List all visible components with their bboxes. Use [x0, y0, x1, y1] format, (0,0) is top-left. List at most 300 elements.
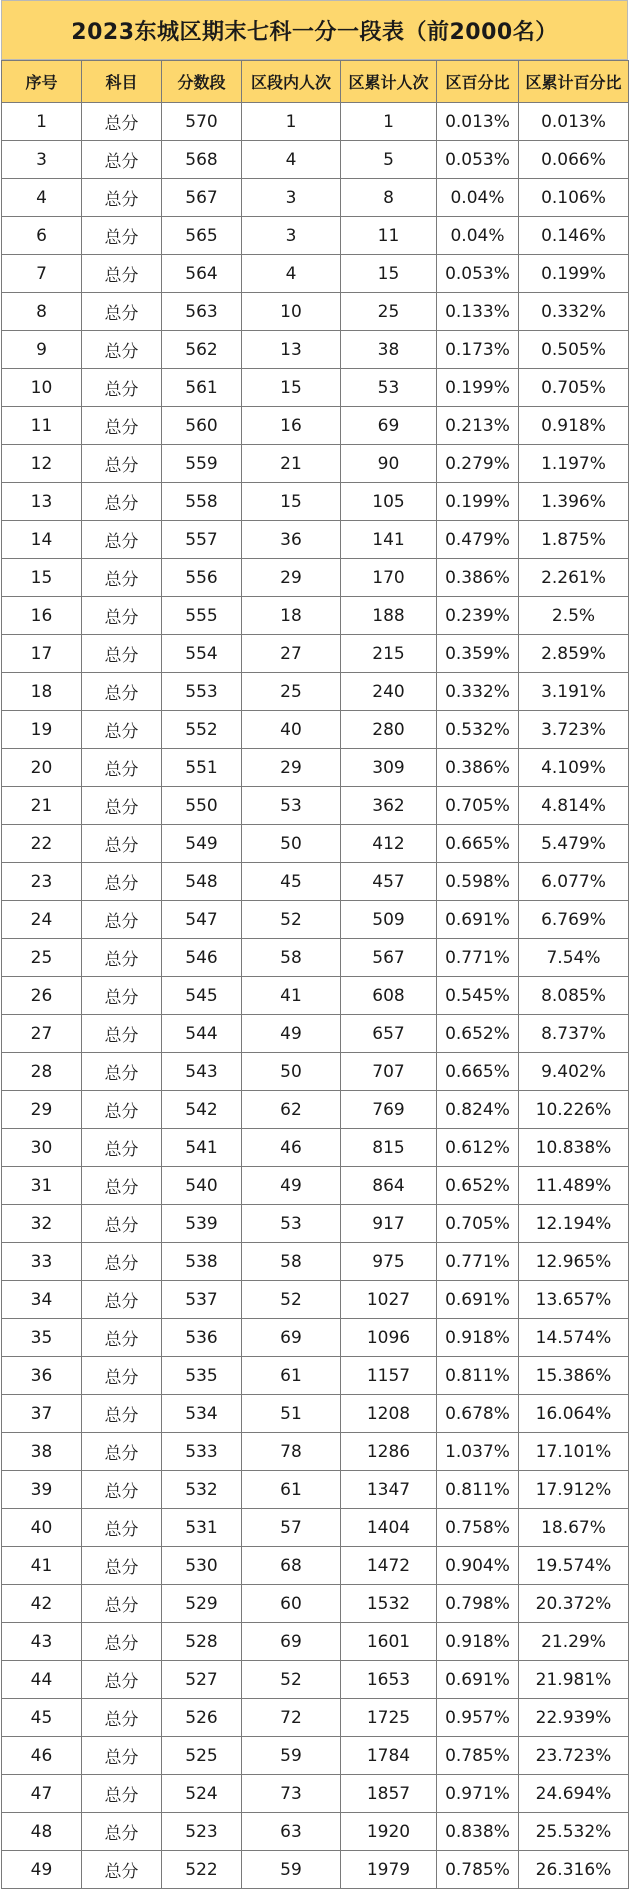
cell-score: 549	[162, 825, 242, 863]
cell-index: 4	[2, 179, 82, 217]
cell-score: 564	[162, 255, 242, 293]
cell-cumulative-percent: 21.29%	[519, 1623, 629, 1661]
cell-score: 533	[162, 1433, 242, 1471]
table-body	[2, 103, 629, 1889]
cell-index: 33	[2, 1243, 82, 1281]
cell-cumulative-count: 1404	[341, 1509, 437, 1547]
table-row	[2, 1699, 629, 1737]
cell-segment-count: 61	[242, 1471, 341, 1509]
cell-cumulative-count: 567	[341, 939, 437, 977]
cell-index: 12	[2, 445, 82, 483]
cell-index: 17	[2, 635, 82, 673]
cell-index: 37	[2, 1395, 82, 1433]
cell-cumulative-count: 188	[341, 597, 437, 635]
cell-index: 44	[2, 1661, 82, 1699]
cell-cumulative-count: 412	[341, 825, 437, 863]
cell-cumulative-percent: 22.939%	[519, 1699, 629, 1737]
cell-segment-count: 41	[242, 977, 341, 1015]
cell-segment-count: 49	[242, 1167, 341, 1205]
cell-cumulative-percent: 20.372%	[519, 1585, 629, 1623]
cell-percent: 0.691%	[437, 901, 519, 939]
cell-segment-count: 10	[242, 293, 341, 331]
cell-percent: 0.359%	[437, 635, 519, 673]
cell-subject: 总分	[82, 369, 162, 407]
cell-index: 49	[2, 1851, 82, 1889]
table-row	[2, 255, 629, 293]
cell-cumulative-percent: 5.479%	[519, 825, 629, 863]
cell-segment-count: 45	[242, 863, 341, 901]
cell-cumulative-percent: 2.5%	[519, 597, 629, 635]
cell-index: 19	[2, 711, 82, 749]
table-row	[2, 407, 629, 445]
table-row	[2, 1243, 629, 1281]
cell-segment-count: 69	[242, 1319, 341, 1357]
cell-score: 536	[162, 1319, 242, 1357]
cell-subject: 总分	[82, 1167, 162, 1205]
cell-subject: 总分	[82, 939, 162, 977]
table-row	[2, 521, 629, 559]
cell-cumulative-count: 608	[341, 977, 437, 1015]
cell-index: 24	[2, 901, 82, 939]
cell-cumulative-count: 1286	[341, 1433, 437, 1471]
cell-subject: 总分	[82, 1661, 162, 1699]
cell-subject: 总分	[82, 141, 162, 179]
cell-segment-count: 29	[242, 559, 341, 597]
cell-index: 21	[2, 787, 82, 825]
cell-cumulative-percent: 19.574%	[519, 1547, 629, 1585]
cell-cumulative-percent: 3.191%	[519, 673, 629, 711]
cell-subject: 总分	[82, 179, 162, 217]
table-row	[2, 1661, 629, 1699]
cell-subject: 总分	[82, 825, 162, 863]
cell-segment-count: 18	[242, 597, 341, 635]
score-table	[1, 60, 629, 1889]
cell-cumulative-percent: 0.066%	[519, 141, 629, 179]
cell-score: 525	[162, 1737, 242, 1775]
cell-cumulative-percent: 14.574%	[519, 1319, 629, 1357]
cell-cumulative-count: 1725	[341, 1699, 437, 1737]
table-row	[2, 293, 629, 331]
cell-segment-count: 61	[242, 1357, 341, 1395]
header-cumulative-count: 区累计人次	[341, 61, 437, 103]
cell-cumulative-count: 707	[341, 1053, 437, 1091]
cell-score: 529	[162, 1585, 242, 1623]
cell-cumulative-count: 1920	[341, 1813, 437, 1851]
cell-percent: 0.133%	[437, 293, 519, 331]
cell-score: 560	[162, 407, 242, 445]
cell-cumulative-count: 309	[341, 749, 437, 787]
cell-index: 48	[2, 1813, 82, 1851]
cell-segment-count: 15	[242, 369, 341, 407]
cell-percent: 0.479%	[437, 521, 519, 559]
cell-score: 550	[162, 787, 242, 825]
cell-cumulative-count: 362	[341, 787, 437, 825]
table-row	[2, 787, 629, 825]
cell-index: 9	[2, 331, 82, 369]
cell-index: 39	[2, 1471, 82, 1509]
header-percent: 区百分比	[437, 61, 519, 103]
cell-segment-count: 52	[242, 901, 341, 939]
cell-score: 532	[162, 1471, 242, 1509]
cell-segment-count: 50	[242, 825, 341, 863]
header-cumulative-percent: 区累计百分比	[519, 61, 629, 103]
table-row	[2, 1281, 629, 1319]
cell-percent: 0.332%	[437, 673, 519, 711]
cell-cumulative-count: 1653	[341, 1661, 437, 1699]
table-row	[2, 483, 629, 521]
cell-percent: 0.652%	[437, 1167, 519, 1205]
cell-percent: 0.386%	[437, 749, 519, 787]
cell-score: 565	[162, 217, 242, 255]
cell-index: 18	[2, 673, 82, 711]
cell-subject: 总分	[82, 901, 162, 939]
cell-percent: 0.013%	[437, 103, 519, 141]
table-row	[2, 749, 629, 787]
cell-percent: 0.678%	[437, 1395, 519, 1433]
cell-percent: 0.598%	[437, 863, 519, 901]
cell-percent: 0.957%	[437, 1699, 519, 1737]
cell-cumulative-count: 1472	[341, 1547, 437, 1585]
table-row	[2, 331, 629, 369]
cell-cumulative-percent: 1.197%	[519, 445, 629, 483]
table-row	[2, 141, 629, 179]
cell-percent: 0.545%	[437, 977, 519, 1015]
cell-subject: 总分	[82, 1547, 162, 1585]
cell-subject: 总分	[82, 255, 162, 293]
cell-segment-count: 73	[242, 1775, 341, 1813]
cell-subject: 总分	[82, 483, 162, 521]
cell-cumulative-count: 69	[341, 407, 437, 445]
cell-cumulative-count: 864	[341, 1167, 437, 1205]
cell-cumulative-count: 38	[341, 331, 437, 369]
table-row	[2, 1015, 629, 1053]
cell-index: 22	[2, 825, 82, 863]
cell-cumulative-percent: 23.723%	[519, 1737, 629, 1775]
cell-index: 6	[2, 217, 82, 255]
cell-segment-count: 29	[242, 749, 341, 787]
cell-index: 34	[2, 1281, 82, 1319]
table-row	[2, 825, 629, 863]
cell-index: 20	[2, 749, 82, 787]
cell-score: 555	[162, 597, 242, 635]
cell-segment-count: 3	[242, 179, 341, 217]
cell-score: 523	[162, 1813, 242, 1851]
header-subject: 科目	[82, 61, 162, 103]
cell-segment-count: 4	[242, 141, 341, 179]
cell-cumulative-percent: 6.769%	[519, 901, 629, 939]
cell-cumulative-count: 815	[341, 1129, 437, 1167]
cell-percent: 0.199%	[437, 483, 519, 521]
table-row	[2, 1471, 629, 1509]
table-row	[2, 1775, 629, 1813]
cell-cumulative-percent: 13.657%	[519, 1281, 629, 1319]
cell-percent: 0.811%	[437, 1357, 519, 1395]
cell-score: 548	[162, 863, 242, 901]
cell-cumulative-count: 215	[341, 635, 437, 673]
cell-score: 567	[162, 179, 242, 217]
cell-cumulative-count: 240	[341, 673, 437, 711]
cell-score: 537	[162, 1281, 242, 1319]
cell-segment-count: 40	[242, 711, 341, 749]
header-segment-count: 区段内人次	[242, 61, 341, 103]
cell-cumulative-percent: 17.912%	[519, 1471, 629, 1509]
cell-index: 30	[2, 1129, 82, 1167]
cell-cumulative-percent: 24.694%	[519, 1775, 629, 1813]
cell-percent: 0.652%	[437, 1015, 519, 1053]
table-row	[2, 1585, 629, 1623]
cell-score: 559	[162, 445, 242, 483]
cell-percent: 0.04%	[437, 179, 519, 217]
table-row	[2, 863, 629, 901]
cell-cumulative-percent: 15.386%	[519, 1357, 629, 1395]
cell-segment-count: 58	[242, 1243, 341, 1281]
cell-score: 547	[162, 901, 242, 939]
cell-score: 562	[162, 331, 242, 369]
cell-index: 23	[2, 863, 82, 901]
cell-segment-count: 68	[242, 1547, 341, 1585]
table-row	[2, 673, 629, 711]
cell-index: 3	[2, 141, 82, 179]
cell-index: 8	[2, 293, 82, 331]
cell-segment-count: 78	[242, 1433, 341, 1471]
cell-subject: 总分	[82, 1509, 162, 1547]
cell-score: 552	[162, 711, 242, 749]
cell-subject: 总分	[82, 1775, 162, 1813]
cell-cumulative-count: 141	[341, 521, 437, 559]
cell-score: 530	[162, 1547, 242, 1585]
cell-score: 558	[162, 483, 242, 521]
cell-cumulative-count: 105	[341, 483, 437, 521]
cell-percent: 0.918%	[437, 1319, 519, 1357]
cell-percent: 0.532%	[437, 711, 519, 749]
cell-cumulative-count: 975	[341, 1243, 437, 1281]
cell-index: 35	[2, 1319, 82, 1357]
cell-cumulative-percent: 4.814%	[519, 787, 629, 825]
cell-index: 31	[2, 1167, 82, 1205]
table-row	[2, 977, 629, 1015]
cell-index: 41	[2, 1547, 82, 1585]
cell-score: 539	[162, 1205, 242, 1243]
cell-cumulative-count: 8	[341, 179, 437, 217]
table-row	[2, 1509, 629, 1547]
cell-cumulative-percent: 0.332%	[519, 293, 629, 331]
cell-segment-count: 57	[242, 1509, 341, 1547]
cell-subject: 总分	[82, 1091, 162, 1129]
cell-score: 538	[162, 1243, 242, 1281]
cell-subject: 总分	[82, 1395, 162, 1433]
cell-segment-count: 58	[242, 939, 341, 977]
cell-subject: 总分	[82, 977, 162, 1015]
cell-subject: 总分	[82, 1319, 162, 1357]
cell-index: 42	[2, 1585, 82, 1623]
cell-cumulative-count: 170	[341, 559, 437, 597]
cell-index: 36	[2, 1357, 82, 1395]
cell-percent: 0.811%	[437, 1471, 519, 1509]
table-row	[2, 1091, 629, 1129]
cell-subject: 总分	[82, 1243, 162, 1281]
table-row	[2, 1813, 629, 1851]
cell-cumulative-count: 1601	[341, 1623, 437, 1661]
cell-score: 541	[162, 1129, 242, 1167]
cell-score: 563	[162, 293, 242, 331]
cell-score: 553	[162, 673, 242, 711]
cell-score: 522	[162, 1851, 242, 1889]
cell-score: 551	[162, 749, 242, 787]
table-row	[2, 1395, 629, 1433]
cell-subject: 总分	[82, 331, 162, 369]
cell-segment-count: 13	[242, 331, 341, 369]
cell-subject: 总分	[82, 749, 162, 787]
cell-score: 556	[162, 559, 242, 597]
cell-percent: 0.785%	[437, 1851, 519, 1889]
cell-score: 546	[162, 939, 242, 977]
cell-cumulative-percent: 0.505%	[519, 331, 629, 369]
table-row	[2, 1167, 629, 1205]
cell-segment-count: 3	[242, 217, 341, 255]
cell-percent: 0.771%	[437, 939, 519, 977]
cell-subject: 总分	[82, 1433, 162, 1471]
table-row	[2, 711, 629, 749]
cell-subject: 总分	[82, 1585, 162, 1623]
cell-subject: 总分	[82, 1851, 162, 1889]
cell-subject: 总分	[82, 673, 162, 711]
cell-score: 570	[162, 103, 242, 141]
cell-score: 561	[162, 369, 242, 407]
cell-cumulative-count: 1027	[341, 1281, 437, 1319]
cell-cumulative-percent: 6.077%	[519, 863, 629, 901]
cell-cumulative-percent: 11.489%	[519, 1167, 629, 1205]
cell-index: 15	[2, 559, 82, 597]
cell-percent: 0.918%	[437, 1623, 519, 1661]
cell-index: 43	[2, 1623, 82, 1661]
cell-percent: 0.279%	[437, 445, 519, 483]
cell-segment-count: 16	[242, 407, 341, 445]
cell-cumulative-percent: 16.064%	[519, 1395, 629, 1433]
score-distribution-sheet	[1, 0, 628, 1889]
cell-cumulative-percent: 0.199%	[519, 255, 629, 293]
cell-segment-count: 52	[242, 1281, 341, 1319]
cell-subject: 总分	[82, 103, 162, 141]
cell-subject: 总分	[82, 445, 162, 483]
cell-score: 531	[162, 1509, 242, 1547]
cell-subject: 总分	[82, 1205, 162, 1243]
cell-score: 542	[162, 1091, 242, 1129]
cell-cumulative-percent: 0.013%	[519, 103, 629, 141]
cell-cumulative-count: 11	[341, 217, 437, 255]
table-row	[2, 1623, 629, 1661]
cell-segment-count: 72	[242, 1699, 341, 1737]
cell-score: 524	[162, 1775, 242, 1813]
cell-percent: 0.173%	[437, 331, 519, 369]
cell-cumulative-count: 1157	[341, 1357, 437, 1395]
table-row	[2, 179, 629, 217]
cell-percent: 0.213%	[437, 407, 519, 445]
cell-segment-count: 53	[242, 1205, 341, 1243]
cell-cumulative-percent: 17.101%	[519, 1433, 629, 1471]
cell-percent: 0.053%	[437, 141, 519, 179]
cell-percent: 0.665%	[437, 825, 519, 863]
table-row	[2, 445, 629, 483]
cell-cumulative-count: 5	[341, 141, 437, 179]
cell-segment-count: 25	[242, 673, 341, 711]
cell-cumulative-percent: 26.316%	[519, 1851, 629, 1889]
cell-index: 47	[2, 1775, 82, 1813]
header-index: 序号	[2, 61, 82, 103]
cell-cumulative-count: 1347	[341, 1471, 437, 1509]
header-score: 分数段	[162, 61, 242, 103]
cell-segment-count: 69	[242, 1623, 341, 1661]
cell-percent: 0.612%	[437, 1129, 519, 1167]
cell-cumulative-percent: 8.085%	[519, 977, 629, 1015]
table-row	[2, 559, 629, 597]
cell-percent: 0.824%	[437, 1091, 519, 1129]
table-row	[2, 597, 629, 635]
cell-segment-count: 60	[242, 1585, 341, 1623]
cell-percent: 0.771%	[437, 1243, 519, 1281]
cell-cumulative-percent: 0.146%	[519, 217, 629, 255]
cell-percent: 0.239%	[437, 597, 519, 635]
table-row	[2, 1357, 629, 1395]
cell-segment-count: 49	[242, 1015, 341, 1053]
cell-index: 46	[2, 1737, 82, 1775]
cell-cumulative-percent: 10.838%	[519, 1129, 629, 1167]
table-row	[2, 1433, 629, 1471]
cell-segment-count: 50	[242, 1053, 341, 1091]
cell-cumulative-count: 53	[341, 369, 437, 407]
cell-segment-count: 36	[242, 521, 341, 559]
cell-cumulative-percent: 9.402%	[519, 1053, 629, 1091]
cell-percent: 0.785%	[437, 1737, 519, 1775]
cell-index: 16	[2, 597, 82, 635]
cell-segment-count: 46	[242, 1129, 341, 1167]
cell-cumulative-percent: 7.54%	[519, 939, 629, 977]
cell-subject: 总分	[82, 407, 162, 445]
cell-cumulative-percent: 0.918%	[519, 407, 629, 445]
table-row	[2, 1319, 629, 1357]
cell-cumulative-count: 25	[341, 293, 437, 331]
header-row	[2, 61, 629, 103]
cell-segment-count: 4	[242, 255, 341, 293]
cell-index: 38	[2, 1433, 82, 1471]
cell-score: 534	[162, 1395, 242, 1433]
table-row	[2, 1053, 629, 1091]
cell-cumulative-percent: 2.261%	[519, 559, 629, 597]
cell-cumulative-count: 1	[341, 103, 437, 141]
cell-index: 14	[2, 521, 82, 559]
cell-percent: 0.386%	[437, 559, 519, 597]
cell-percent: 0.705%	[437, 1205, 519, 1243]
cell-cumulative-count: 280	[341, 711, 437, 749]
cell-cumulative-count: 457	[341, 863, 437, 901]
cell-cumulative-percent: 0.705%	[519, 369, 629, 407]
cell-index: 45	[2, 1699, 82, 1737]
cell-percent: 0.758%	[437, 1509, 519, 1547]
cell-subject: 总分	[82, 217, 162, 255]
cell-subject: 总分	[82, 1129, 162, 1167]
cell-subject: 总分	[82, 1699, 162, 1737]
cell-subject: 总分	[82, 597, 162, 635]
cell-score: 557	[162, 521, 242, 559]
cell-cumulative-percent: 3.723%	[519, 711, 629, 749]
cell-cumulative-count: 1857	[341, 1775, 437, 1813]
cell-percent: 0.199%	[437, 369, 519, 407]
table-row	[2, 369, 629, 407]
cell-subject: 总分	[82, 1737, 162, 1775]
cell-percent: 0.904%	[437, 1547, 519, 1585]
cell-cumulative-percent: 12.965%	[519, 1243, 629, 1281]
cell-cumulative-percent: 10.226%	[519, 1091, 629, 1129]
table-row	[2, 939, 629, 977]
